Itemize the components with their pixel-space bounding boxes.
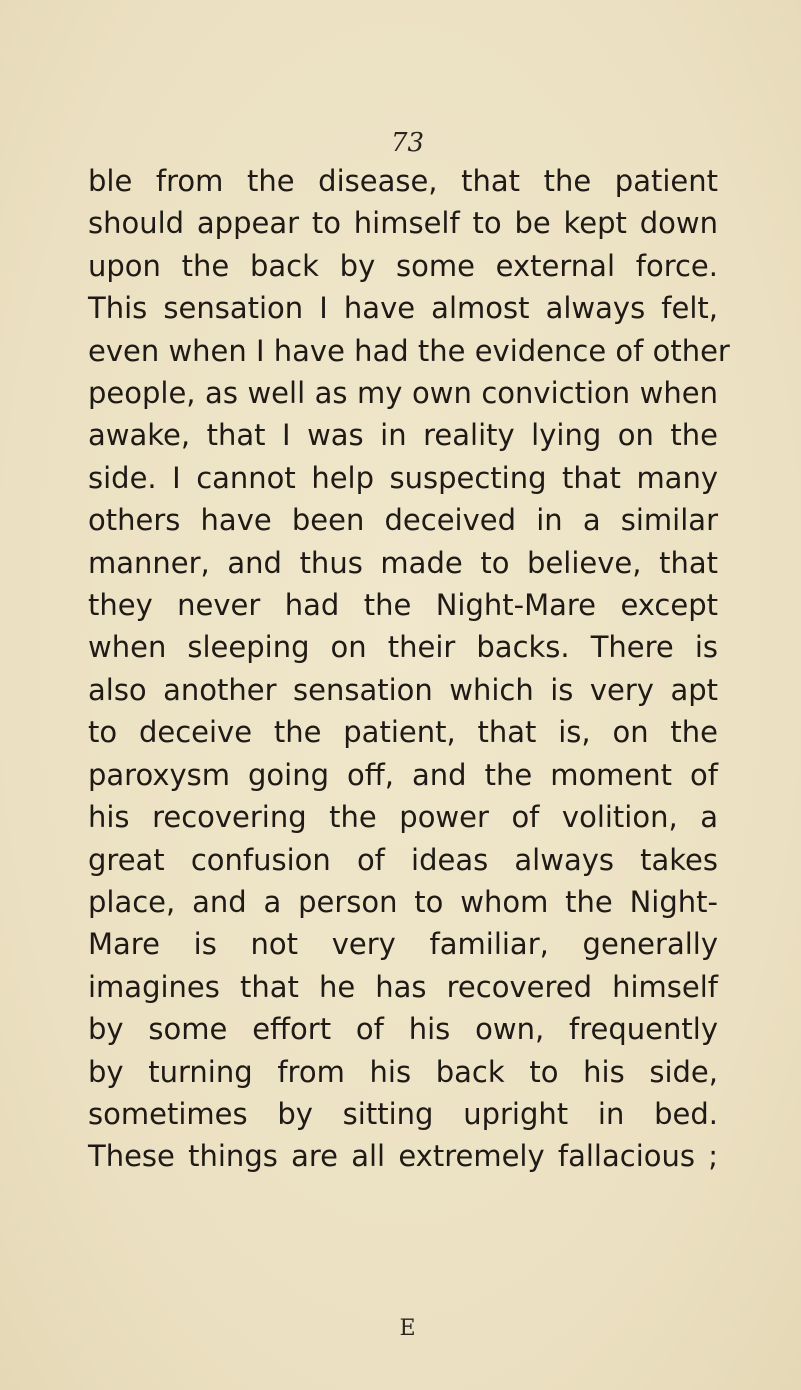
text-line: others have been deceived in a similar xyxy=(88,503,718,538)
text-line: side. I cannot help suspecting that many xyxy=(88,460,718,495)
text-line: This sensation I have almost always felt, xyxy=(88,291,718,326)
text-line: upon the back by some external force. xyxy=(88,248,718,283)
text-line: should appear to himself to be kept down xyxy=(88,206,718,241)
text-line: by some effort of his own, frequently xyxy=(88,1012,718,1047)
text-line: paroxysm going off, and the moment of xyxy=(88,757,718,792)
text-line: imagines that he has recovered himself xyxy=(88,969,718,1004)
text-line: to deceive the patient, that is, on the xyxy=(88,715,718,750)
signature-mark: E xyxy=(399,1316,416,1341)
text-line: Mare is not very familiar, generally xyxy=(88,927,718,962)
text-line: These things are all extremely fallacious ; xyxy=(88,1139,718,1174)
text-line: they never had the Night-Mare except xyxy=(88,588,718,623)
text-line: place, and a person to whom the Night- xyxy=(88,884,718,919)
text-line: by turning from his back to his side, xyxy=(88,1054,718,1089)
text-line: ble from the disease, that the patient xyxy=(88,164,718,198)
text-line: people, as well as my own conviction when xyxy=(88,376,718,411)
body-text xyxy=(88,160,730,1178)
text-line: sometimes by sitting upright in bed. xyxy=(88,1096,718,1131)
page-number: 73 xyxy=(390,128,425,158)
text-line: even when I have had the evidence of other xyxy=(88,333,730,368)
text-line: also another sensation which is very apt xyxy=(88,672,718,707)
text-line: when sleeping on their backs. There is xyxy=(88,630,718,665)
text-line: his recovering the power of volition, a xyxy=(88,800,718,835)
text-line: awake, that I was in reality lying on the xyxy=(88,418,718,453)
text-line: manner, and thus made to believe, that xyxy=(88,545,718,580)
text-line: great confusion of ideas always takes xyxy=(88,842,718,877)
